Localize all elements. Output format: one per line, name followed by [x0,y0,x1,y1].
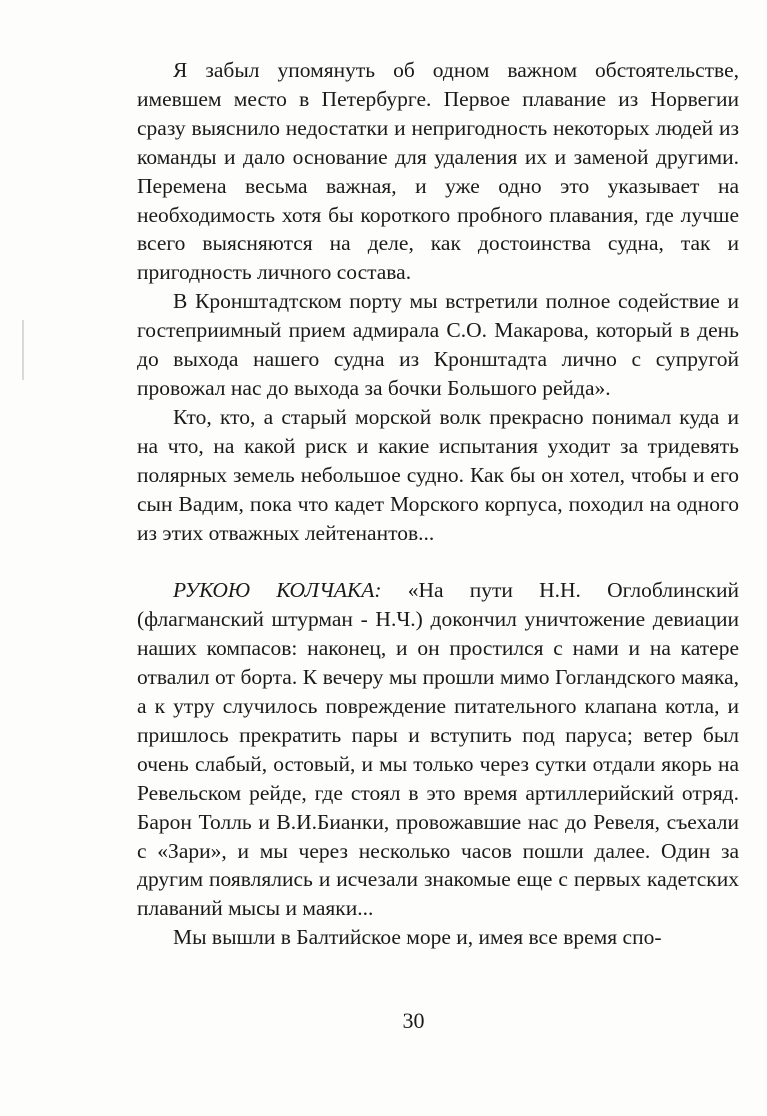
quote-lead: РУКОЮ КОЛЧАКА: [173,578,382,603]
page-number: 30 [402,1008,425,1033]
paragraph-1: Я забыл упомянуть об одном важном обстоятельстве, имевшем место в Петербурге. Первое плавание из Норвегии сразу выяснило недостатки и непригодность некоторых людей из команды и дало основание для удаления их и заменой другими. Перемена весьма важная, и уже одно это указывает на необходимость хотя бы короткого пробного плавания, где лучше всего выясняются на деле, как достоинства судна, так и пригодность личного состава. [137,58,739,285]
quote-paragraph [137,576,739,923]
quote-text: «На пути Н.Н. Оглоблинский (флагманский штурман - Н.Ч.) докончил уничтожение девиации наших компасов: наконец, и он простился с нами и на катере отвалил от борта. К вечеру мы прошли мимо Гогландского маяка, а к утру случилось повреждение питательного клапана котла, и пришлось прекратить пары и вступить под паруса; ветер был очень слабый, остовый, и мы только через сутки отдали якорь на Ревельском рейде, где стоял в это время артиллерийский отряд. Барон Толль и В.И.Бианки, провожавшие нас до Ревеля, съехали с «Зари», и мы через несколько часов пошли далее. Один за другим появлялись и исчезали знакомые еще с первых кадетских плаваний мысы и маяки... [137,578,739,921]
page-body [137,56,739,952]
paragraph-3: Кто, кто, а старый морской волк прекрасно понимал куда и на что, на какой риск и какие испытания уходит за тридевять полярных земель небольшое судно. Как бы он хотел, чтобы и его сын Вадим, пока что кадет Морского корпуса, походил на одного из этих отважных лейтенантов... [137,404,739,545]
scan-margin-mark [22,320,24,380]
section-gap [137,547,739,576]
paragraph-2: В Кронштадтском порту мы встретили полное содействие и гостеприимный прием адмирала С.О. Макарова, который в день до выхода нашего судна из Кронштадта лично с супругой провожал нас до выхода за бочки Большого рейда». [137,289,739,400]
paragraph-last: Мы вышли в Балтийское море и, имея все время спо- [173,925,662,950]
